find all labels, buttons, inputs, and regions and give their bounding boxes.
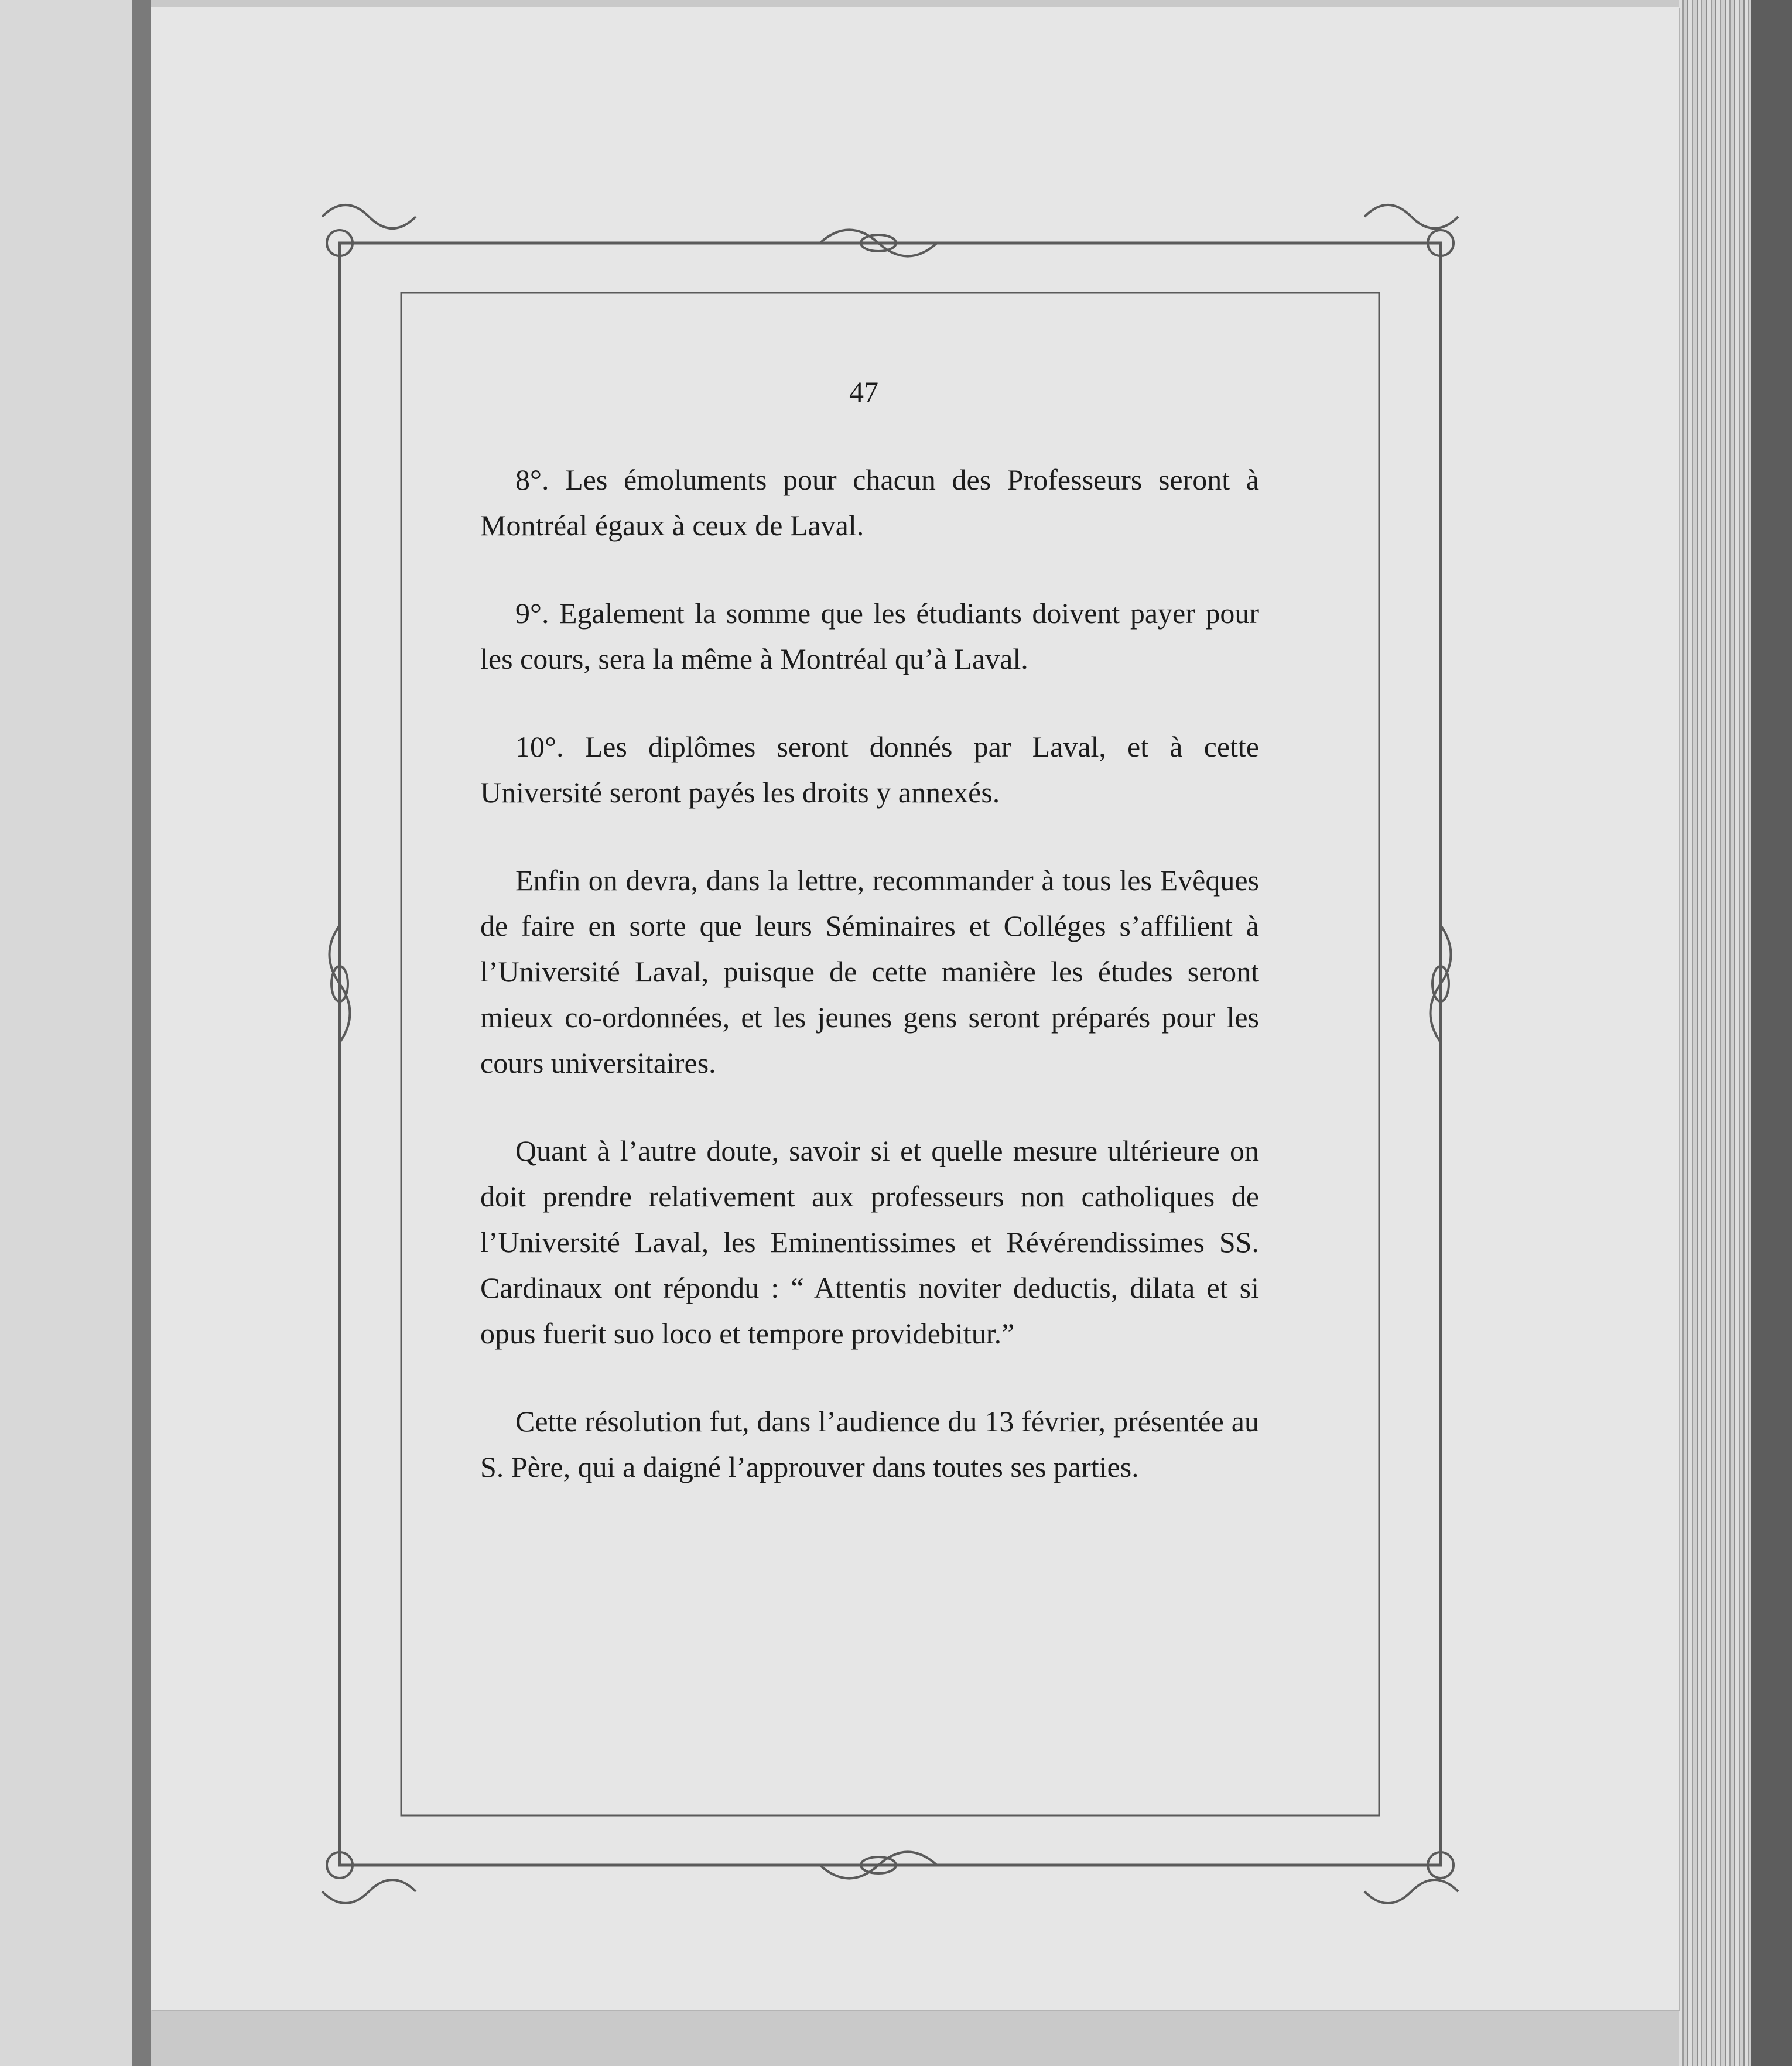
paragraph-9: 9°. Egalement la somme que les étudiants doivent payer pour les cours, sera la même à Montréal qu’à Laval. bbox=[480, 597, 1259, 675]
paragraph-quant: Quant à l’autre doute, savoir si et quelle mesure ultérieure on doit prendre relativement aux professeurs non catholiques de l’Université Laval, les Eminentissimes et Révérendissimes SS. Cardinaux ont répondu : “ Attentis noviter deductis, dilata et si opus fuerit suo loco et tempore providebitur.” bbox=[480, 1134, 1259, 1350]
paragraph-enfin: Enfin on devra, dans la lettre, recommander à tous les Evêques de faire en sorte que leurs Séminaires et Colléges s’affilient à l’Université Laval, puisque de cette manière les études seront mieux co-ordonnées, et les jeunes gens seront préparés pour les cours universitaires. bbox=[480, 864, 1259, 1079]
book-gutter bbox=[132, 0, 151, 2066]
paragraph-8: 8°. Les émoluments pour chacun des Professeurs seront à Montréal égaux à ceux de Laval. bbox=[480, 463, 1259, 542]
paragraph-resolution: Cette résolution fut, dans l’audience du 13 février, présentée au S. Père, qui a daigné l’approuver dans toutes ses parties. bbox=[480, 1405, 1259, 1483]
page-body bbox=[480, 457, 1259, 1532]
cover-edge bbox=[1751, 0, 1792, 2066]
paragraph-10: 10°. Les diplômes seront donnés par Laval, et à cette Université seront payés les droits y annexés. bbox=[480, 730, 1259, 809]
facing-page bbox=[0, 0, 133, 2066]
page-number: 47 bbox=[849, 375, 878, 408]
